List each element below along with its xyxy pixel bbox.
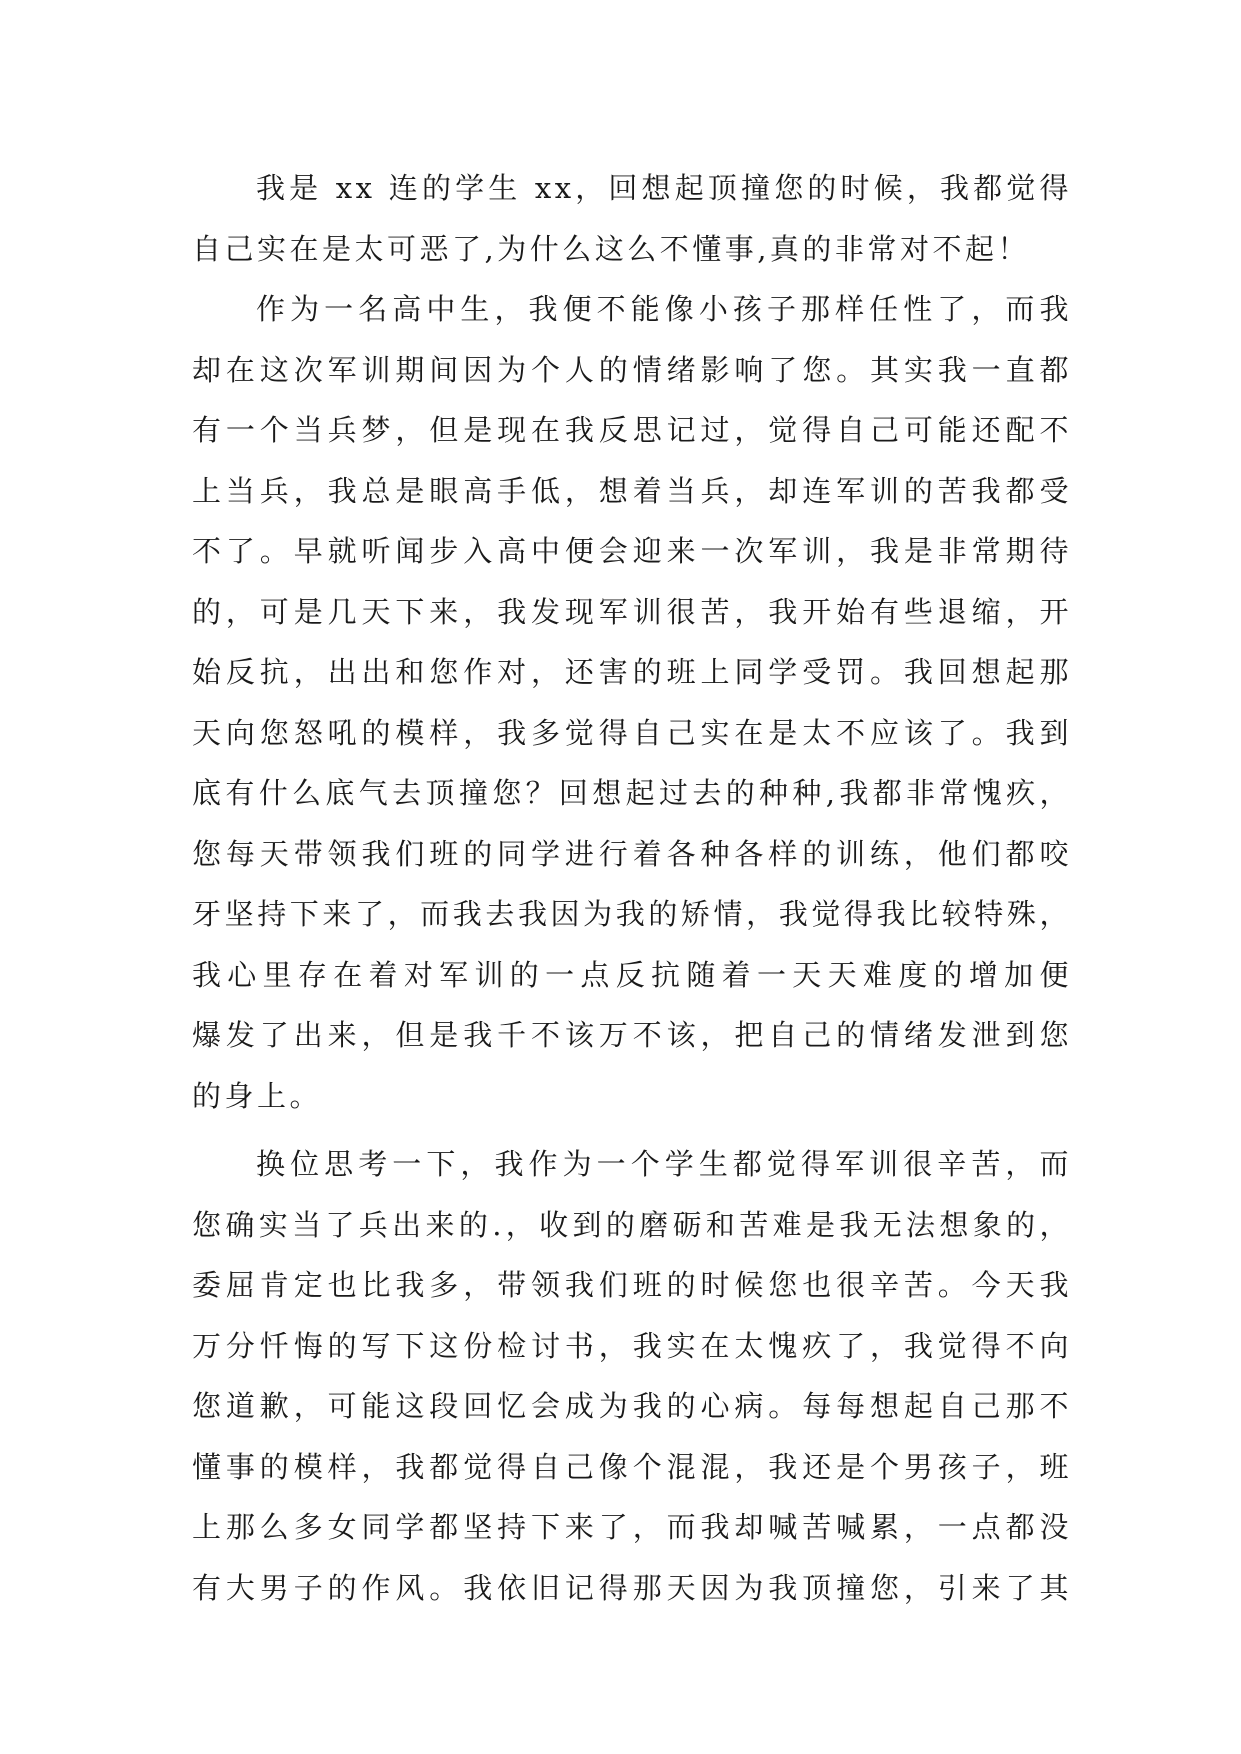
text-line: 作为一名高中生，我便不能像小孩子那样任性了，而我 [256,292,1072,326]
text-line: 您确实当了兵出来的.，收到的磨砺和苦难是我无法想象的， [192,1207,1072,1242]
paragraph-1 [192,158,1072,279]
text-line: 牙坚持下来了，而我去我因为我的矫情，我觉得我比较特殊， [192,897,1072,931]
text-line: 我心里存在着对军训的一点反抗随着一天天难度的增加便 [192,957,1072,992]
paragraph-3 [192,1134,1072,1618]
text-line: 始反抗，出出和您作对，还害的班上同学受罚。我回想起那 [192,655,1072,689]
text-line: 万分忏悔的写下这份检讨书，我实在太愧疚了，我觉得不向 [192,1328,1072,1363]
paragraph-2 [192,279,1072,1126]
text-line: 上那么多女同学都坚持下来了，而我却喊苦喊累，一点都没 [192,1510,1072,1544]
text-line: 有大男子的作风。我依旧记得那天因为我顶撞您，引来了其 [192,1570,1072,1605]
text-line: 上当兵，我总是眼高手低，想着当兵，却连军训的苦我都受 [192,473,1072,508]
text-line: 爆发了出来，但是我千不该万不该，把自己的情绪发泄到您 [192,1018,1072,1052]
document-body [192,158,1072,1618]
text-line: 的，可是几天下来，我发现军训很苦，我开始有些退缩，开 [192,594,1072,629]
text-line: 委屈肯定也比我多，带领我们班的时候您也很辛苦。今天我 [192,1268,1072,1302]
text-line: 有一个当兵梦，但是现在我反思记过，觉得自己可能还配不 [192,413,1072,447]
text-line: 您每天带领我们班的同学进行着各种各样的训练，他们都咬 [192,836,1072,871]
text-line: 懂事的模样，我都觉得自己像个混混，我还是个男孩子，班 [192,1449,1072,1484]
text-line: 不了。早就听闻步入高中便会迎来一次军训，我是非常期待 [192,534,1072,568]
text-line: 的身上。 [192,1078,323,1113]
text-line: 换位思考一下，我作为一个学生都觉得军训很辛苦，而 [256,1147,1072,1181]
text-line: 却在这次军训期间因为个人的情绪影响了您。其实我一直都 [192,352,1072,387]
text-line: 自己实在是太可恶了,为什么这么不懂事,真的非常对不起！ [192,231,1030,266]
text-line: 您道歉，可能这段回忆会成为我的心病。每每想起自己那不 [192,1389,1072,1423]
text-line: 我是 xx 连的学生 xx，回想起顶撞您的时候，我都觉得 [256,171,1072,205]
text-line: 底有什么底气去顶撞您？回想起过去的种种,我都非常愧疚， [192,776,1072,810]
text-line: 天向您怒吼的模样，我多觉得自己实在是太不应该了。我到 [192,715,1072,750]
paragraph-gap [192,1126,1072,1134]
